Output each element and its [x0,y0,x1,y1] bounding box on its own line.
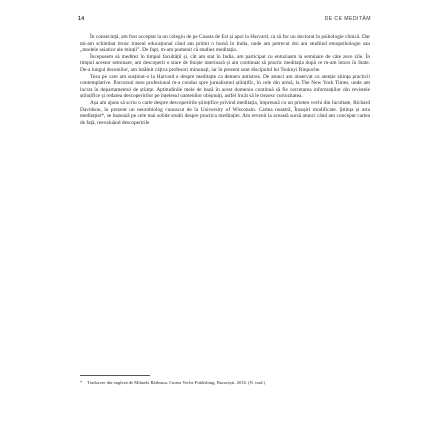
footnote-mark: * [80,380,83,385]
paragraph: În consecință, am fost acceptat la un colegiu de pe Coasta de Est și apoi la Harvard, ca să fac un doctorat în psihologie clinică. Dar mi-am schimbat brusc traseul educațional când am primit o bursă în India, unde am petrecut doi ani studiind etnopsihologie sau „modele asiatice ale minții”. De fapt, m-am pomenit că studiez meditația. [80,34,370,54]
paragraph: Începusem să meditez în timpul facultății și, cât am stat în India, am participat cu entuziasm la seminare de câte zece zile. În timpul acestor seminare, am descoperit o stare de liniște interioară și am continuat să practic meditația după ce m-am întors în State. De-a lungul deceniilor, am întâlnit câțiva profesori minunați, iar în prezent sunt discipolul lui Tsoknyi Rinpoche. [80,53,370,73]
footnote-text: Traducere din engleză de Mihaela Răileanu, Curtea Veche Publishing, București, 2018. (N. trad.) [87,380,266,385]
paragraph: Așa am ajuns să scriu o carte despre descoperirile științifice privind meditația, împreună cu un prieten vechi din facultate, Richard Davidson, în prezent un neurobiolog cunoscut de la University of Wisconsin. Cartea noastră, Însușiri modificate. Știința și arta meditației*, se bazează pe cele mai solide studii despre practica meditației. Am revenit la această sursă atunci când am conceput cartea de față, reevaluând descoperirile [80,99,370,126]
running-head [78,14,371,26]
paragraph: Teza pe care am susținut-o la Harvard e despre meditație ca demers antistres. De atunci am observat cu atenție știința practicii contemplative. Parcursul meu profesional m-a condus spre jurnalismul științific, în cele din urmă, la The New York Times, unde am lucrat în departamentul de științe. Aptitudinile mele de bază în acest domeniu continuă să fie cercetarea informațiilor din revistele științifice și redarea descoperirilor pe înțelesul oamenilor obișnuiți, astfel încât să le trezesc curiozitatea. [80,73,370,100]
page-number: 14 [78,16,85,22]
book-title: DE CE MEDITÂM [324,16,371,22]
footnote-divider [80,375,150,376]
body-text [80,34,370,126]
footnote [80,380,370,386]
